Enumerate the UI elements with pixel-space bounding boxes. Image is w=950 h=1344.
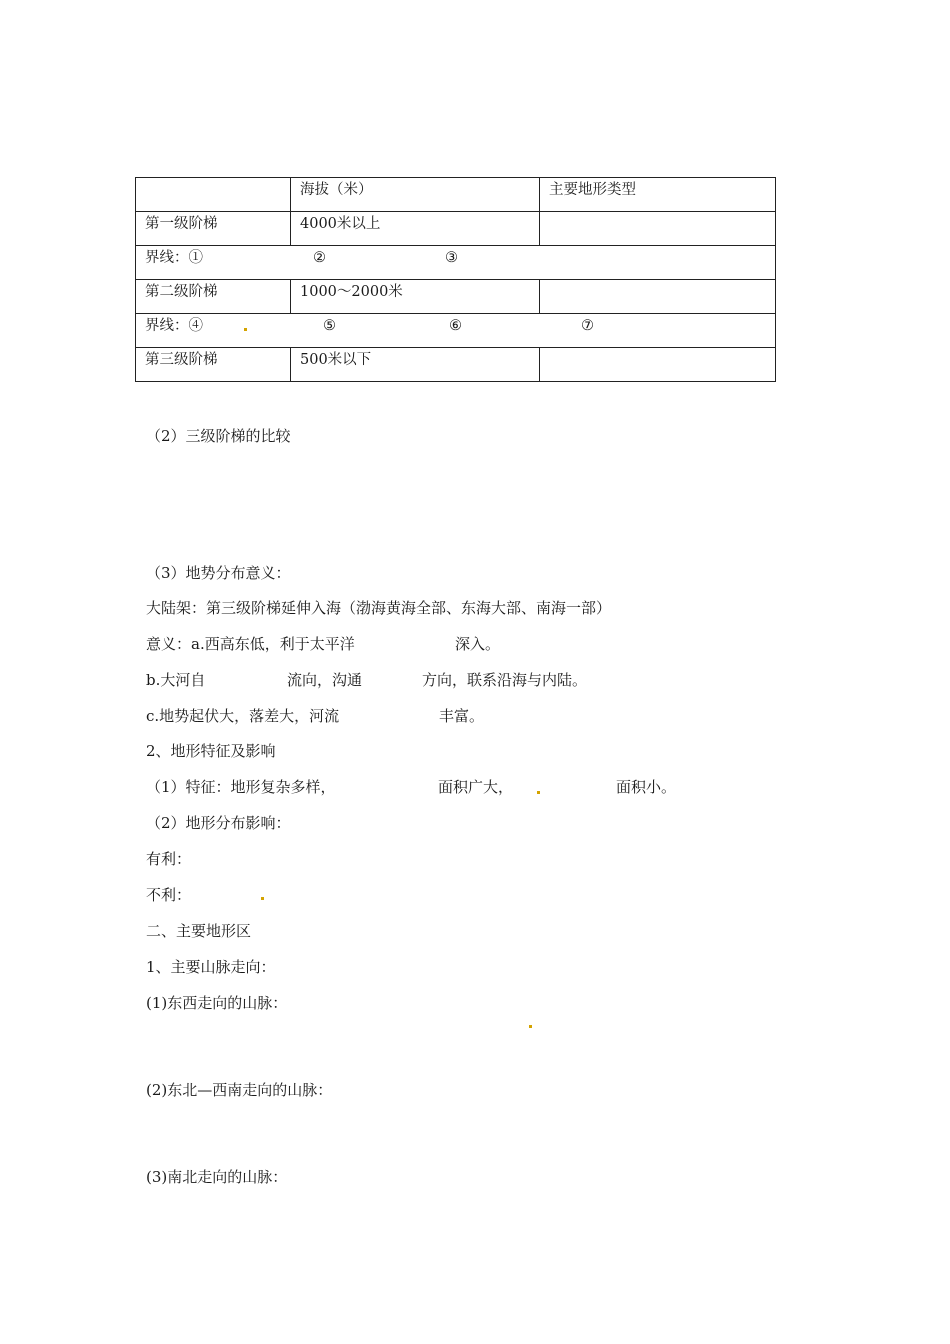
step1-altitude: 4000米以上 [291, 212, 540, 246]
favorable-label: 有利： [146, 850, 192, 868]
boundary-marker-6: ⑥ [449, 318, 462, 334]
stray-mark [261, 897, 264, 900]
meaning-b-part2: 流向，沟通 [287, 671, 363, 689]
unfavorable-label: 不利： [146, 886, 192, 904]
meaning-c-part1: c.地势起伏大，落差大，河流 [146, 707, 340, 725]
feature-line [146, 777, 846, 799]
boundary-row-1 [136, 246, 776, 280]
table-row [136, 212, 776, 246]
step3-type [540, 348, 776, 382]
table-header-row [136, 178, 776, 212]
boundary-row-2 [136, 314, 776, 348]
meaning-c-part2: 丰富。 [439, 707, 485, 725]
compare-heading: （2）三级阶梯的比较 [146, 427, 291, 445]
boundary-marker-5: ⑤ [323, 318, 336, 334]
boundary-2-cell [136, 314, 776, 348]
meaning-b-line [146, 670, 846, 692]
meaning-b-part1: b.大河自 [146, 671, 206, 689]
boundary-marker-2: ② [313, 250, 326, 266]
step2-label: 第二级阶梯 [136, 280, 291, 314]
continental-shelf-text: 大陆架：第三级阶梯延伸入海（渤海黄海全部、东海大部、南海一部） [146, 599, 612, 617]
boundary-marker-3: ③ [445, 250, 458, 266]
table-row [136, 280, 776, 314]
boundary-1-label: 界线：① [145, 250, 203, 266]
header-altitude: 海拔（米） [291, 178, 540, 212]
meaning-c-line [146, 706, 846, 728]
north-south-mountains: (3)南北走向的山脉： [146, 1168, 288, 1186]
meaning-b-part3: 方向，联系沿海与内陆。 [422, 671, 588, 689]
boundary-marker-7: ⑦ [581, 318, 594, 334]
east-west-mountains: (1)东西走向的山脉： [146, 994, 288, 1012]
stray-mark [537, 791, 540, 794]
step2-type [540, 280, 776, 314]
feature-part2: 面积广大， [438, 778, 514, 796]
step1-type [540, 212, 776, 246]
step1-label: 第一级阶梯 [136, 212, 291, 246]
significance-heading: （3）地势分布意义： [146, 564, 291, 582]
feature-part3: 面积小。 [616, 778, 677, 796]
terrain-steps-table [135, 177, 776, 382]
boundary-2-label: 界线：④ [145, 318, 203, 334]
meaning-a-part2: 深入。 [455, 635, 501, 653]
section-2-heading: 二、主要地形区 [146, 922, 252, 940]
step2-altitude: 1000～2000米 [291, 280, 540, 314]
feature-part1: （1）特征：地形复杂多样， [146, 778, 336, 796]
terrain-heading: 2、地形特征及影响 [146, 742, 276, 760]
header-empty-cell [136, 178, 291, 212]
step3-label: 第三级阶梯 [136, 348, 291, 382]
stray-mark [529, 1025, 532, 1028]
table-row [136, 348, 776, 382]
northeast-southwest-mountains: (2)东北—西南走向的山脉： [146, 1081, 333, 1099]
mountains-heading: 1、主要山脉走向： [146, 958, 276, 976]
step3-altitude: 500米以下 [291, 348, 540, 382]
header-terrain-type: 主要地形类型 [540, 178, 776, 212]
stray-mark [244, 328, 247, 331]
influence-heading: （2）地形分布影响： [146, 814, 291, 832]
meaning-a-part1: 意义：a.西高东低，利于太平洋 [146, 635, 355, 653]
meaning-a-line [146, 634, 846, 656]
boundary-1-cell [136, 246, 776, 280]
